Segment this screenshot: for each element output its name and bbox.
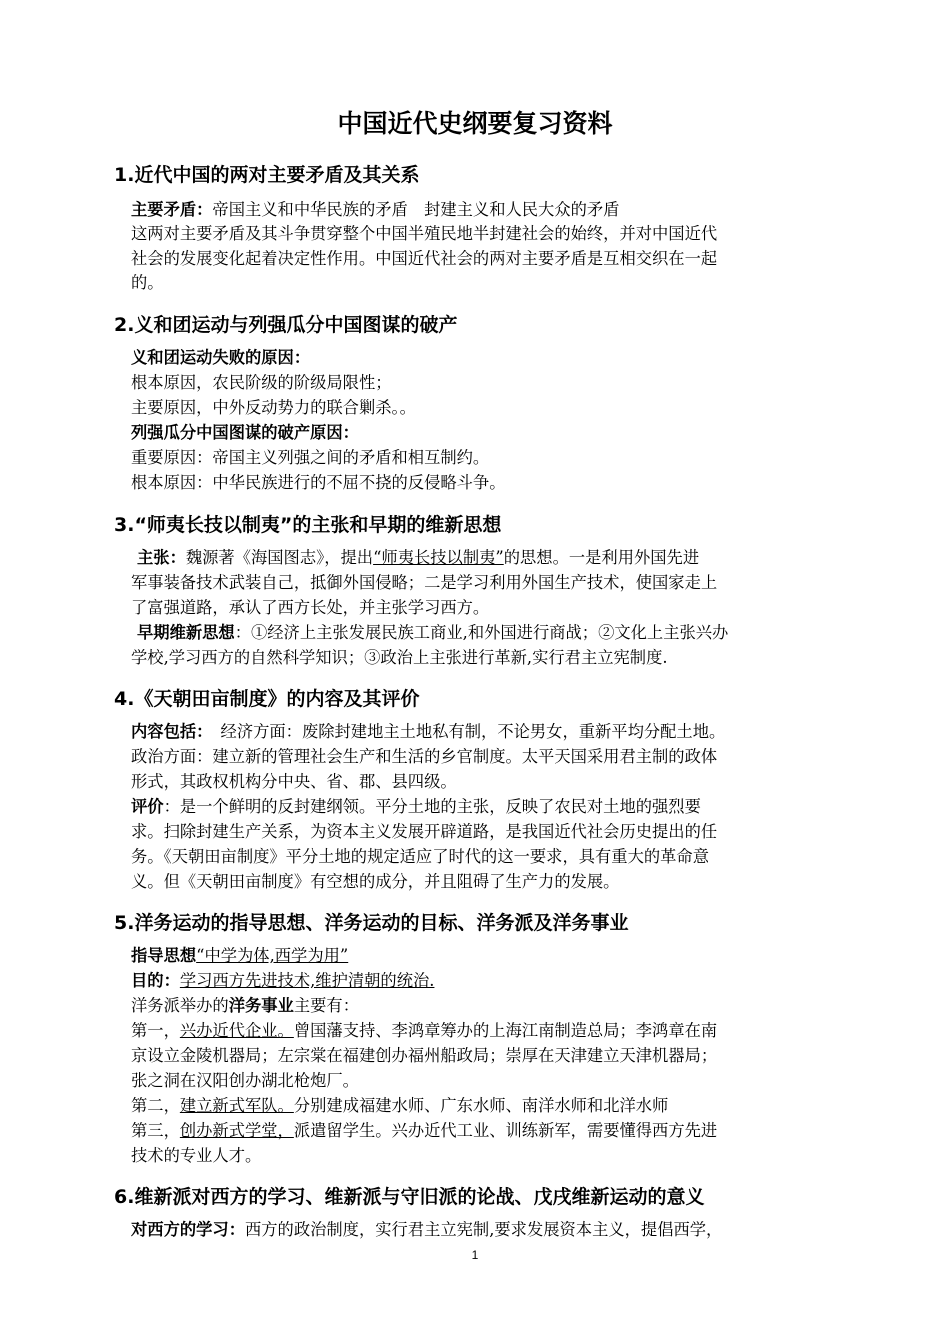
s1-label: 主要矛盾：: [131, 200, 213, 219]
s5-line-7: [131, 1094, 668, 1119]
s4-line-3: 形式，其政权机构分中央、省、郡、县四级。: [131, 772, 457, 791]
s3-line-3: 了富强道路，承认了西方长处，并主张学习西方。: [131, 598, 490, 617]
section-4-heading: 4.《天朝田亩制度》的内容及其评价: [114, 688, 420, 710]
s5-underlined-4: 建立新式军队。: [179, 1096, 294, 1115]
s3-line-5: 学校,学习西方的自然科学知识；③政治上主张进行革新,实行君主立宪制度.: [131, 648, 668, 667]
s5-ordinal-3: 第三，: [131, 1121, 180, 1140]
s4-label: 内容包括：: [131, 722, 205, 741]
s5-underlined-2: 学习西方先进技术,维护清朝的统治.: [179, 971, 435, 990]
s5-underlined-3: 兴办近代企业。: [179, 1021, 294, 1040]
s5-line-5: 京设立金陵机器局；左宗棠在福建创办福州船政局；崇厚在天津建立天津机器局；: [131, 1046, 718, 1065]
s1-line-1: [131, 198, 619, 223]
s5-label-2: 目的：: [131, 971, 180, 990]
s2-line-2: 根本原因，农民阶级的阶级局限性；: [131, 373, 392, 392]
s5-text-7: 分别建成福建水师、广东水师、南洋水师和北洋水师: [293, 1096, 669, 1115]
s5-ordinal-1: 第一，: [131, 1021, 180, 1040]
section-6-heading: 6.维新派对西方的学习、维新派与守旧派的论战、戊戌维新运动的意义: [114, 1186, 705, 1208]
s4-line-5: 求。扫除封建生产关系，为资本主义发展开辟道路，是我国近代社会历史提出的任: [131, 822, 718, 841]
s1-line-3: 社会的发展变化起着决定性作用。中国近代社会的两对主要矛盾是互相交织在一起: [131, 249, 718, 268]
s3-label: 主张：: [137, 548, 186, 567]
section-1-heading: 1.近代中国的两对主要矛盾及其关系: [114, 164, 420, 186]
s3-line-4: [137, 621, 728, 646]
s5-line-3: [131, 994, 359, 1019]
s4-text: 经济方面：废除封建地主土地私有制，不论男女，重新平均分配土地。: [204, 722, 726, 741]
s4-line-2: 政治方面：建立新的管理社会生产和生活的乡官制度。太平天国采用君主制的政体: [131, 747, 718, 766]
page-number: 1: [471, 1248, 479, 1262]
s5-label: 指导思想: [131, 946, 197, 965]
page-title: 中国近代史纲要复习资料: [337, 109, 613, 138]
s2-line-4: 列强瓜分中国图谋的破产原因：: [131, 423, 359, 442]
s3-label-2: 早期维新思想: [137, 623, 235, 642]
s3-text-b: 的思想。一是利用外国先进: [503, 548, 700, 567]
s5-text-c: 主要有：: [293, 996, 359, 1015]
s3-line-1: [137, 546, 699, 571]
s6-text: 西方的政治制度，实行君主立宪制,要求发展资本主义，提倡西学，: [244, 1220, 723, 1239]
s2-line-3: 主要原因，中外反动势力的联合剿杀。。: [131, 398, 416, 417]
s4-line-7: 义。但《天朝田亩制度》有空想的成分，并且阻碍了生产力的发展。: [131, 872, 620, 891]
section-2-heading: 2.义和团运动与列强瓜分中国图谋的破产: [114, 314, 458, 336]
s5-line-1: [131, 944, 348, 969]
s3-line-2: 军事装备技术武装自己，抵御外国侵略；二是学习利用外国生产技术，使国家走上: [131, 573, 718, 592]
s1-line-2: 这两对主要矛盾及其斗争贯穿整个中国半殖民地半封建社会的始终，并对中国近代: [131, 224, 718, 243]
s1-text: 帝国主义和中华民族的矛盾 封建主义和人民大众的矛盾: [212, 200, 620, 219]
s5-text-4: 曾国藩支持、李鸿章筹办的上海江南制造总局；李鸿章在南: [293, 1021, 718, 1040]
s2-line-5: 重要原因：帝国主义列强之间的矛盾和相互制约。: [131, 448, 490, 467]
section-3-heading: 3.“师夷长技以制夷”的主张和早期的维新思想: [114, 514, 502, 536]
s3-underlined: “师夷长技以制夷”: [373, 548, 504, 567]
s5-text-8: 派遣留学生。兴办近代工业、训练新军，需要懂得西方先进: [293, 1121, 718, 1140]
s5-text-a: 洋务派举办的: [131, 996, 229, 1015]
s2-line-1: 义和团运动失败的原因：: [131, 348, 311, 367]
s5-bold: 洋务事业: [228, 996, 294, 1015]
s5-line-2: [131, 969, 434, 994]
s5-line-4: [131, 1019, 717, 1044]
s5-line-8: [131, 1119, 717, 1144]
s3-text-c: ：①经济上主张发展民族工商业,和外国进行商战；②文化上主张兴办: [234, 623, 729, 642]
s4-line-6: 务。《天朝田亩制度》平分土地的规定适应了时代的这一要求，具有重大的革命意: [131, 847, 709, 866]
s4-text-2: ：是一个鲜明的反封建纲领。平分土地的主张，反映了农民对土地的强烈要: [163, 797, 701, 816]
s4-line-4: [131, 795, 701, 820]
s4-line-1: [131, 720, 725, 745]
s5-underlined-1: “中学为体,西学为用”: [196, 946, 349, 965]
s5-line-9: 技术的专业人才。: [131, 1146, 262, 1165]
s6-line-1: [131, 1218, 722, 1243]
s2-line-6: 根本原因：中华民族进行的不屈不挠的反侵略斗争。: [131, 473, 506, 492]
section-5-heading: 5.洋务运动的指导思想、洋务运动的目标、洋务派及洋务事业: [114, 912, 629, 934]
s5-ordinal-2: 第二，: [131, 1096, 180, 1115]
s5-underlined-5: 创办新式学堂，: [179, 1121, 294, 1140]
s3-text-a: 魏源著《海国图志》，提出: [185, 548, 374, 567]
s5-line-6: 张之洞在汉阳创办湖北枪炮厂。: [131, 1071, 359, 1090]
s4-label-2: 评价: [131, 797, 164, 816]
s6-label: 对西方的学习：: [131, 1220, 245, 1239]
s1-line-4: 的。: [131, 273, 164, 292]
